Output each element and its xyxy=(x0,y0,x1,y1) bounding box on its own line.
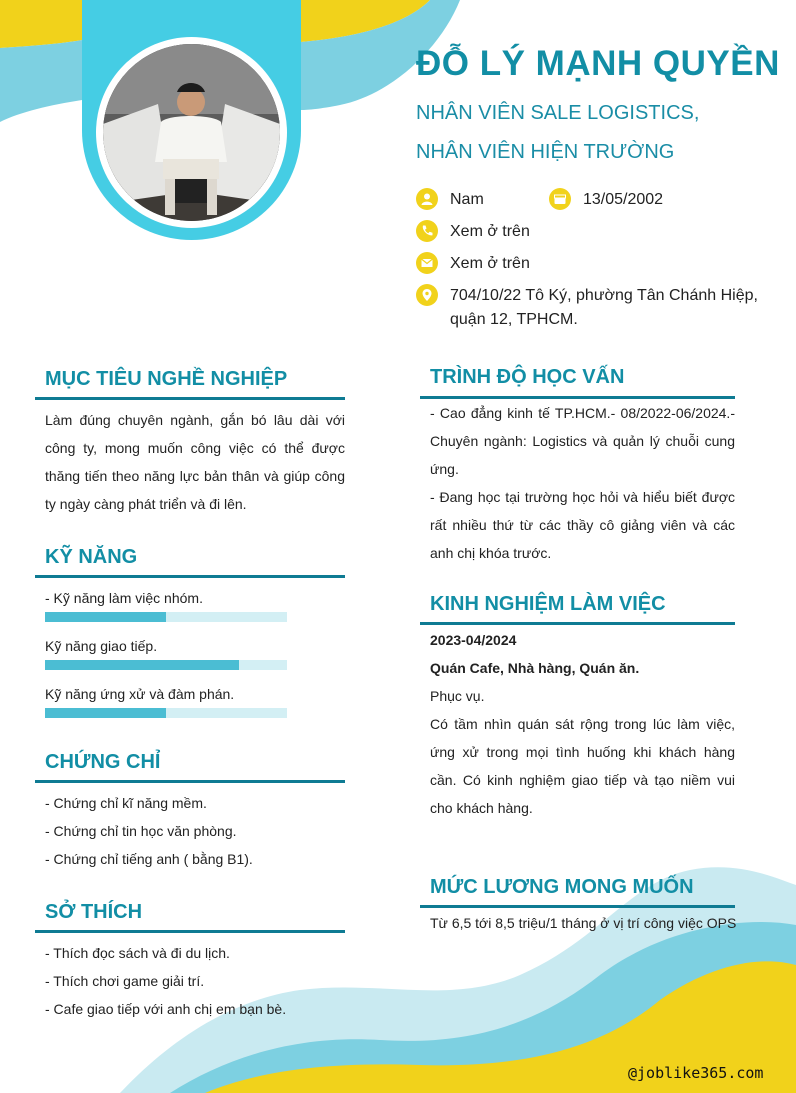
certificate-item: - Chứng chỉ tiếng anh ( bằng B1). xyxy=(45,851,253,867)
gender-value: Nam xyxy=(450,191,484,208)
experience-divider xyxy=(420,622,735,625)
candidate-name: ĐỖ LÝ MẠNH QUYỀN xyxy=(416,44,780,83)
experience-company: Quán Cafe, Nhà hàng, Quán ăn. xyxy=(430,660,640,676)
address-value: 704/10/22 Tô Ký, phường Tân Chánh Hiệp, quận 12, TPHCM. xyxy=(450,287,758,328)
email-row xyxy=(416,252,530,276)
job-title: NHÂN VIÊN SALE LOGISTICS, NHÂN VIÊN HIỆN TRƯỜNG xyxy=(416,102,700,163)
skill-bar-track xyxy=(45,708,287,718)
skills-divider xyxy=(35,575,345,578)
email-icon xyxy=(416,252,438,274)
phone-icon xyxy=(416,220,438,242)
skill-bar-fill xyxy=(45,660,239,670)
salary-divider xyxy=(420,905,735,908)
watermark: @joblike365.com xyxy=(628,1064,764,1082)
skill-bar-fill xyxy=(45,612,166,622)
experience-period: 2023-04/2024 xyxy=(430,632,517,648)
calendar-icon xyxy=(549,188,571,210)
experience-title: KINH NGHIỆM LÀM VIỆC xyxy=(430,593,666,615)
address-row xyxy=(416,284,761,332)
birthday-row xyxy=(549,188,663,212)
education-text-1: - Cao đẳng kinh tế TP.HCM.- 08/2022-06/2024.- Chuyên ngành: Logistics và quản lý chuỗi cung ứng. xyxy=(430,405,735,477)
career-goal-title: MỤC TIÊU NGHỀ NGHIỆP xyxy=(45,368,288,390)
education-text-2: - Đang học tại trường học hỏi và hiểu biết được rất nhiều thứ từ các thầy cô giảng viên và các anh chị khóa trước. xyxy=(430,489,735,561)
gender-row xyxy=(416,188,484,212)
skills-title: KỸ NĂNG xyxy=(45,546,138,568)
hobby-item: - Cafe giao tiếp với anh chị em bạn bè. xyxy=(45,1001,287,1017)
certificates-divider xyxy=(35,780,345,783)
experience-description: Có tầm nhìn quán sát rộng trong lúc làm việc, ứng xử trong mọi tình huống khi khách hàng cần. Có kinh nghiệm giao tiếp và tạo niềm vui cho khách hàng. xyxy=(430,716,735,816)
hobby-item: - Thích đọc sách và đi du lịch. xyxy=(45,945,230,961)
phone-row xyxy=(416,220,530,244)
location-pin-icon xyxy=(416,284,438,306)
hobbies-title: SỞ THÍCH xyxy=(45,901,143,923)
education-title: TRÌNH ĐỘ HỌC VẤN xyxy=(430,366,625,388)
birthday-value: 13/05/2002 xyxy=(583,191,664,208)
skill-bar-track xyxy=(45,612,287,622)
certificate-item: - Chứng chỉ kĩ năng mềm. xyxy=(45,795,207,811)
hobbies-divider xyxy=(35,930,345,933)
salary-text: Từ 6,5 tới 8,5 triệu/1 tháng ở vị trí công việc OPS xyxy=(430,915,737,931)
career-goal-divider xyxy=(35,397,345,400)
career-goal-text: Làm đúng chuyên ngành, gắn bó lâu dài với công ty, mong muốn công việc có thể được thăng tiến theo năng lực bản thân và giúp công ty ngày càng phát triển và đi lên. xyxy=(45,412,345,512)
email-value: Xem ở trên xyxy=(450,255,530,272)
skill-bar-fill xyxy=(45,708,166,718)
experience-role: Phục vụ. xyxy=(430,688,485,704)
skill-bar-track xyxy=(45,660,287,670)
skill-label: Kỹ năng giao tiếp. xyxy=(45,638,158,654)
person-icon xyxy=(416,188,438,210)
certificates-title: CHỨNG CHỈ xyxy=(45,751,161,773)
salary-title: MỨC LƯƠNG MONG MUỐN xyxy=(430,876,694,898)
skill-label: - Kỹ năng làm việc nhóm. xyxy=(45,590,203,606)
profile-photo xyxy=(103,44,280,221)
phone-value: Xem ở trên xyxy=(450,223,530,240)
skill-label: Kỹ năng ứng xử và đàm phán. xyxy=(45,686,235,702)
hobby-item: - Thích chơi game giải trí. xyxy=(45,973,205,989)
certificate-item: - Chứng chỉ tin học văn phòng. xyxy=(45,823,237,839)
